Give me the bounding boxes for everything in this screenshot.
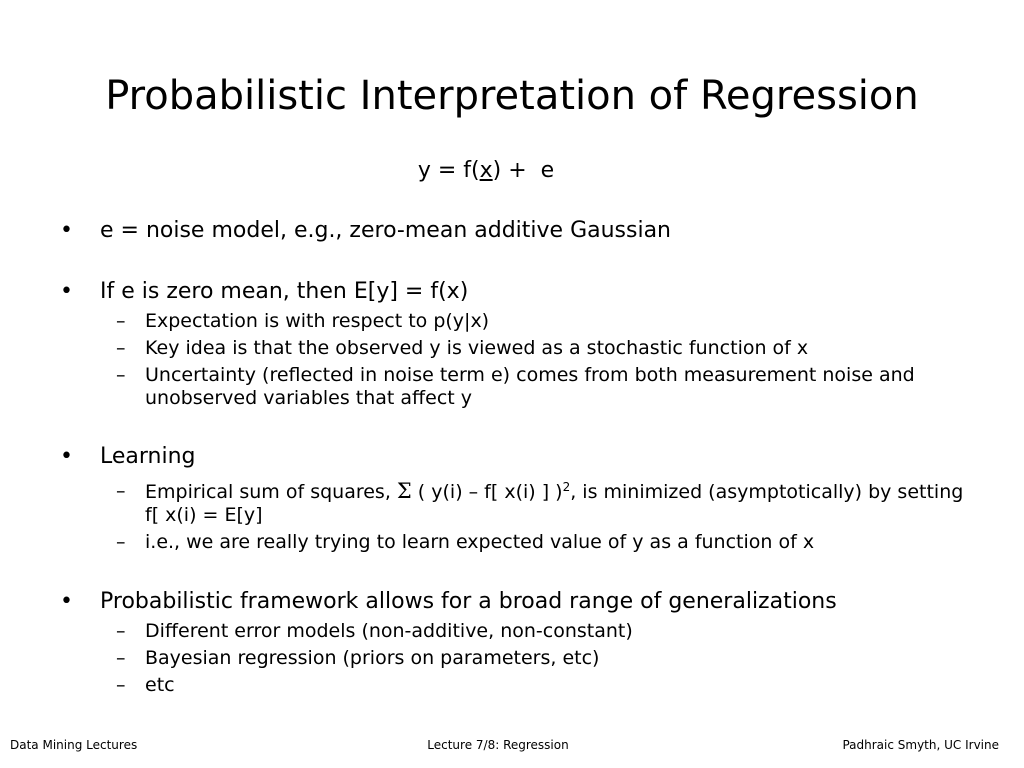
subitem-bayesian bbox=[116, 647, 976, 670]
slide-title: Probabilistic Interpretation of Regression bbox=[105, 73, 919, 119]
bullet-marker: • bbox=[60, 444, 73, 469]
subitem-expected-value bbox=[116, 531, 976, 554]
subitem-text: Different error models (non-additive, non-constant) bbox=[145, 620, 633, 642]
bullet-marker: • bbox=[60, 218, 73, 243]
equation-rhs: ) + e bbox=[492, 158, 555, 183]
sigma-symbol: Σ bbox=[396, 479, 412, 503]
subitem-marker: – bbox=[116, 337, 126, 359]
squared-superscript: 2 bbox=[562, 480, 571, 494]
bullet-marker: • bbox=[60, 279, 73, 304]
subitem-text: Uncertainty (reflected in noise term e) comes from both measurement noise and unobserved variables that affect y bbox=[145, 364, 915, 409]
bullet-marker: • bbox=[60, 589, 73, 614]
subitem-marker: – bbox=[116, 480, 126, 502]
subitem-expectation bbox=[116, 310, 976, 333]
sum-text-b: ( y(i) – f[ x(i) ] ) bbox=[411, 481, 563, 503]
subitem-marker: – bbox=[116, 364, 126, 386]
subitem-etc bbox=[116, 674, 976, 697]
sum-text-a: Empirical sum of squares, bbox=[145, 481, 397, 503]
subitem-text: Key idea is that the observed y is viewed as a stochastic function of x bbox=[145, 337, 809, 359]
subitem-uncertainty bbox=[116, 364, 976, 410]
equation-lhs: y = f( bbox=[417, 158, 480, 183]
bullet-text: e = noise model, e.g., zero-mean additive Gaussian bbox=[100, 218, 672, 243]
bullet-text: Learning bbox=[100, 444, 196, 469]
equation-variable: x bbox=[479, 158, 493, 183]
model-equation bbox=[0, 156, 972, 186]
footer-right: Padhraic Smyth, UC Irvine bbox=[842, 738, 999, 752]
subitem-marker: – bbox=[116, 647, 126, 669]
subitem-key-idea bbox=[116, 337, 976, 360]
subitem-text: etc bbox=[145, 674, 175, 696]
subitem-marker: – bbox=[116, 531, 126, 553]
subitem-marker: – bbox=[116, 620, 126, 642]
subitem-marker: – bbox=[116, 674, 126, 696]
subitem-text: i.e., we are really trying to learn expected value of y as a function of x bbox=[145, 531, 815, 553]
bullet-text: Probabilistic framework allows for a broad range of generalizations bbox=[100, 589, 837, 614]
footer-left: Data Mining Lectures bbox=[10, 738, 138, 752]
subitem-sum-of-squares bbox=[116, 480, 976, 527]
subitem-text: Bayesian regression (priors on parameters, etc) bbox=[145, 647, 600, 669]
footer-center: Lecture 7/8: Regression bbox=[427, 738, 569, 752]
subitem-marker: – bbox=[116, 310, 126, 332]
sum-text-c: , is minimized (asymptotically) by setting f[ x(i) = E[y] bbox=[145, 481, 964, 526]
subitem-text bbox=[145, 480, 976, 527]
subitem-text: Expectation is with respect to p(y|x) bbox=[145, 310, 490, 332]
bullet-text: If e is zero mean, then E[y] = f(x) bbox=[100, 279, 469, 304]
subitem-error-models bbox=[116, 620, 976, 643]
